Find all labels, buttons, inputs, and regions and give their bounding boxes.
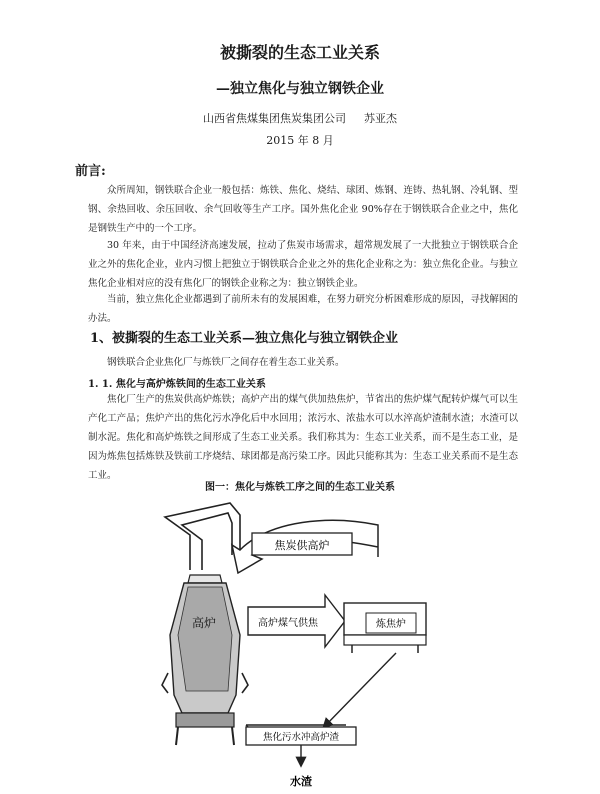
author-name: 苏亚杰: [364, 112, 397, 125]
preface-paragraph: 当前，独立焦化企业都遇到了前所未有的发展困难，在努力研究分析困难形成的原因，寻找解困的办法。: [88, 294, 518, 324]
figure-title: 图一：焦化与炼铁工序之间的生态工业关系: [205, 482, 395, 493]
section-intro: 钢铁联合企业焦化厂与炼铁厂之间存在着生态工业关系。: [107, 357, 345, 368]
author-line: [0, 110, 600, 126]
wastewater-flow: [246, 653, 396, 731]
coke-oven: [344, 603, 426, 653]
furnace-label: 高炉: [191, 616, 217, 630]
preface-heading: 前言:: [75, 164, 106, 179]
doc-date: 2015 年 8 月: [266, 134, 334, 147]
doc-title: 被撕裂的生态工业关系: [219, 43, 380, 62]
subsection-heading: 1. 1. 焦化与高炉炼铁间的生态工业关系: [88, 379, 266, 390]
gas-duct: [165, 503, 240, 570]
wastewater-box: [246, 727, 356, 745]
process-diagram: [0, 495, 600, 794]
slag-output: [290, 745, 312, 788]
gas-supply-arrow: [248, 595, 345, 647]
section-body: 焦化厂生产的焦炭供高炉炼铁；高炉产出的煤气供加热焦炉，节省出的焦炉煤气配转炉煤气可以生产化工产品；焦炉产出的焦化污水净化后中水回用；浓污水、浓盐水可以水淬高炉渣制水渣；水渣可以制水泥。焦化和高炉炼铁之间形成了生态工业关系。我们称其为：生态工业关系，而不是生态工业，是因为炼焦包括炼铁及铁前工序烧结、球团都是高污染工序。因此只能称其为：生态工业关系而不是生态工业。: [88, 394, 518, 481]
blast-furnace: [162, 575, 248, 745]
gas-supply-label: 高炉煤气供焦: [258, 618, 318, 629]
coke-supply-arrow: [232, 520, 378, 573]
coke-oven-label: 炼焦炉: [376, 619, 406, 630]
slag-label: 水渣: [290, 775, 312, 788]
wastewater-label: 焦化污水冲高炉渣: [262, 732, 340, 743]
section-heading: 1、被撕裂的生态工业关系—独立焦化与独立钢铁企业: [90, 331, 399, 346]
preface-paragraph: 众所周知，钢铁联合企业一般包括：炼铁、焦化、烧结、球团、炼钢、连铸、热轧钢、冷轧钢、型钢、余热回收、余压回收、余气回收等生产工序。国外焦化企业 90%存在于钢铁联合企业之中，焦化是钢铁生产中的一个工序。: [88, 185, 518, 234]
doc-subtitle: —独立焦化与独立钢铁企业: [216, 81, 384, 97]
coke-supply-label: 焦炭供高炉: [274, 539, 330, 552]
author-org: 山西省焦煤集团焦炭集团公司: [203, 112, 346, 125]
preface-paragraph: 30 年来，由于中国经济高速发展，拉动了焦炭市场需求，超常规发展了一大批独立于钢铁联合企业之外的焦化企业，业内习惯上把独立于钢铁联合企业之外的焦化企业称之为：独立焦化企业。与独立焦化企业相对应的没有焦化厂的钢铁企业称之为：独立钢铁企业。: [88, 240, 518, 289]
